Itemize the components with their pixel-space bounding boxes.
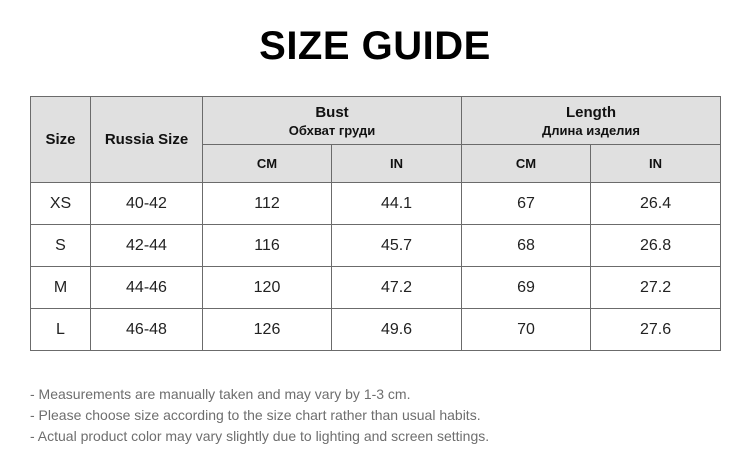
table-row xyxy=(31,225,721,267)
cell-bust-in: 44.1 xyxy=(332,183,462,225)
cell-bust-cm: 120 xyxy=(203,267,332,309)
cell-bust-in: 45.7 xyxy=(332,225,462,267)
header-length-sublabel: Длина изделия xyxy=(542,122,641,138)
header-size: Size xyxy=(31,97,91,183)
cell-size: M xyxy=(31,267,91,309)
cell-length-cm: 70 xyxy=(462,309,591,351)
cell-size: XS xyxy=(31,183,91,225)
header-length xyxy=(462,97,721,145)
header-length-label: Length xyxy=(566,103,617,121)
cell-length-in: 27.6 xyxy=(591,309,721,351)
cell-size: S xyxy=(31,225,91,267)
header-bust-sublabel: Обхват груди xyxy=(288,122,376,138)
header-bust-label: Bust xyxy=(315,103,349,121)
cell-bust-cm: 126 xyxy=(203,309,332,351)
header-length-in: IN xyxy=(591,145,721,183)
cell-russia-size: 42-44 xyxy=(91,225,203,267)
table-row xyxy=(31,309,721,351)
cell-length-in: 27.2 xyxy=(591,267,721,309)
cell-length-in: 26.4 xyxy=(591,183,721,225)
header-bust-cm: CM xyxy=(203,145,332,183)
cell-length-in: 26.8 xyxy=(591,225,721,267)
note-item: - Actual product color may vary slightly due to lighting and screen settings. xyxy=(30,428,490,444)
cell-russia-size: 46-48 xyxy=(91,309,203,351)
note-item: - Please choose size according to the size chart rather than usual habits. xyxy=(30,407,481,423)
cell-size: L xyxy=(31,309,91,351)
header-row xyxy=(31,97,721,145)
header-russia-size: Russia Size xyxy=(91,97,203,183)
cell-bust-cm: 112 xyxy=(203,183,332,225)
notes-list xyxy=(30,384,489,447)
table-row xyxy=(31,183,721,225)
cell-bust-cm: 116 xyxy=(203,225,332,267)
cell-russia-size: 40-42 xyxy=(91,183,203,225)
size-chart-table xyxy=(30,96,721,351)
cell-russia-size: 44-46 xyxy=(91,267,203,309)
header-bust xyxy=(203,97,462,145)
cell-length-cm: 67 xyxy=(462,183,591,225)
cell-bust-in: 47.2 xyxy=(332,267,462,309)
header-bust-in: IN xyxy=(332,145,462,183)
cell-length-cm: 69 xyxy=(462,267,591,309)
cell-length-cm: 68 xyxy=(462,225,591,267)
header-length-cm: CM xyxy=(462,145,591,183)
table-row xyxy=(31,267,721,309)
page-title: SIZE GUIDE xyxy=(259,24,491,68)
cell-bust-in: 49.6 xyxy=(332,309,462,351)
note-item: - Measurements are manually taken and may vary by 1-3 cm. xyxy=(30,386,411,402)
